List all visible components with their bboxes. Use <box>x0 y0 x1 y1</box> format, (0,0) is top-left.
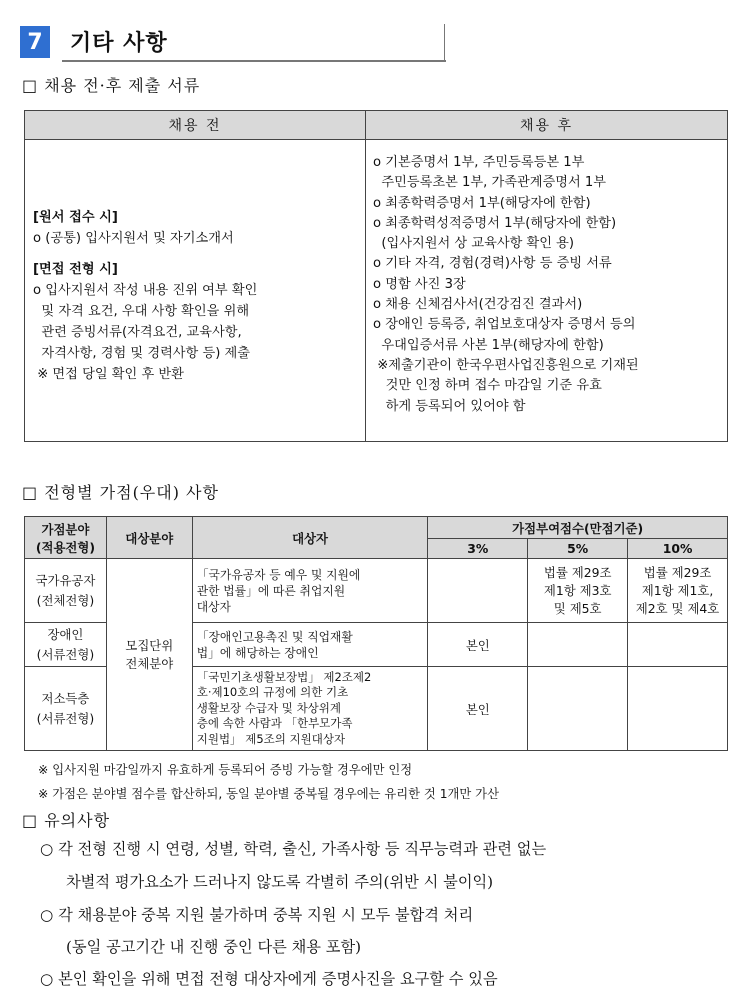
header-field: 가점분야 (적용전형) <box>25 517 107 559</box>
before-cell <box>33 207 257 385</box>
after-note: 하게 등록되어 있어야 함 <box>373 398 526 414</box>
after-line: 우대입증서류 사본 1부(해당자에 한함) <box>373 337 604 353</box>
after-line: (입사지원서 상 교육사항 확인 용) <box>373 236 575 252</box>
p3-cell: 본인 <box>428 623 528 667</box>
header-p10: 10% <box>628 539 728 559</box>
caution-item-cont: 차별적 평가요소가 드러나지 않도록 각별히 주의(위반 시 불이익) <box>66 873 494 891</box>
after-cell <box>373 153 639 417</box>
after-line: o 기본증명서 1부, 주민등록등본 1부 <box>373 155 585 170</box>
p5-cell <box>528 667 628 751</box>
p5-cell: 법률 제29조 제1항 제3호 및 제5호 <box>528 559 628 623</box>
interview-line: 관련 증빙서류(자격요건, 교육사항, <box>33 325 242 340</box>
after-note: ※제출기관이 한국우편사업진흥원으로 기재된 <box>373 357 639 373</box>
p10-cell: 법률 제29조 제1항 제1호, 제2호 및 제4호 <box>628 559 728 623</box>
header-target: 대상자 <box>192 517 428 559</box>
bonus-note: ※ 입사지원 마감일까지 유효하게 등록되어 증빙 가능할 경우에만 인정 <box>38 763 413 777</box>
column-divider <box>365 111 366 441</box>
field-cell: 국가유공자 (전체전형) <box>25 559 107 623</box>
after-line: o 기타 자격, 경험(경력)사항 등 증빙 서류 <box>373 256 612 272</box>
target-cell: 「장애인고용촉진 및 직업재활 법」에 해당하는 장애인 <box>192 623 428 667</box>
target-cell: 「국민기초생활보장법」 제2조제2 호·제10호의 규정에 의한 기초 생활보장 수급자 및 차상위계 층에 속한 사람과 「한부모가족 지원법」 제5조의 지원대상자 <box>192 667 428 751</box>
header-points: 가점부여점수(만점기준) <box>428 517 728 539</box>
bonus-table <box>24 516 728 751</box>
field-cell: 장애인 (서류전형) <box>25 623 107 667</box>
caution-item-cont: (동일 공고기간 내 진행 중인 다른 채용 포함) <box>66 938 362 956</box>
bonus-heading: □ 전형별 가점(우대) 사항 <box>22 483 219 502</box>
interview-note: ※ 면접 당일 확인 후 반환 <box>33 367 184 382</box>
header-target-field: 대상분야 <box>106 517 192 559</box>
interview-heading: [면접 전형 시] <box>33 262 118 277</box>
submission-table <box>24 110 728 442</box>
submission-heading: □ 채용 전·후 제출 서류 <box>22 76 201 95</box>
caution-item: ○ 각 채용분야 중복 지원 불가하며 중복 지원 시 모두 불합격 처리 <box>40 906 474 924</box>
after-note: 것만 인정 하며 접수 마감일 기준 유효 <box>373 378 602 394</box>
section-title: 기타 사항 <box>70 31 168 56</box>
section-number: 7 <box>20 26 50 58</box>
p3-cell <box>428 559 528 623</box>
p5-cell <box>528 623 628 667</box>
header-p5: 5% <box>528 539 628 559</box>
target-field-cell: 모집단위 전체분야 <box>106 559 192 751</box>
interview-line: 및 자격 요건, 우대 사항 확인을 위해 <box>33 304 250 319</box>
caution-item: ○ 본인 확인을 위해 면접 전형 대상자에게 증명사진을 요구할 수 있음 <box>40 970 498 988</box>
col-after-header: 채용 후 <box>366 111 727 140</box>
after-line: o 최종학력성적증명서 1부(해당자에 한함) <box>373 215 617 231</box>
after-line: o 명함 사진 3장 <box>373 276 466 292</box>
p10-cell <box>628 667 728 751</box>
table-row <box>25 559 728 623</box>
application-line: o (공통) 입사지원서 및 자기소개서 <box>33 231 234 246</box>
target-cell: 「국가유공자 등 예우 및 지원에 관한 법률」에 따른 취업지원 대상자 <box>192 559 428 623</box>
after-line: o 최종학력증명서 1부(해당자에 한함) <box>373 195 591 211</box>
bonus-note: ※ 가점은 분야별 점수를 합산하되, 동일 분야별 중복될 경우에는 유리한 것 1개만 가산 <box>38 787 499 801</box>
caution-item: ○ 각 전형 진행 시 연령, 성별, 학력, 출신, 가족사항 등 직무능력과 관련 없는 <box>40 840 547 858</box>
p3-cell: 본인 <box>428 667 528 751</box>
interview-line: 자격사항, 경험 및 경력사항 등) 제출 <box>33 346 251 361</box>
p10-cell <box>628 623 728 667</box>
field-cell: 저소득층 (서류전형) <box>25 667 107 751</box>
section-divider <box>444 24 445 62</box>
after-line: o 장애인 등록증, 취업보호대상자 증명서 등의 <box>373 317 636 333</box>
after-line: o 채용 신체검사서(건강검진 결과서) <box>373 297 583 313</box>
caution-heading: □ 유의사항 <box>22 811 111 830</box>
col-before-header: 채용 전 <box>25 111 365 140</box>
application-heading: [원서 접수 시] <box>33 210 118 225</box>
interview-line: o 입사지원서 작성 내용 진위 여부 확인 <box>33 283 258 298</box>
header-p3: 3% <box>428 539 528 559</box>
after-line: 주민등록초본 1부, 가족관계증명서 1부 <box>373 175 607 191</box>
section-underline <box>62 60 446 62</box>
